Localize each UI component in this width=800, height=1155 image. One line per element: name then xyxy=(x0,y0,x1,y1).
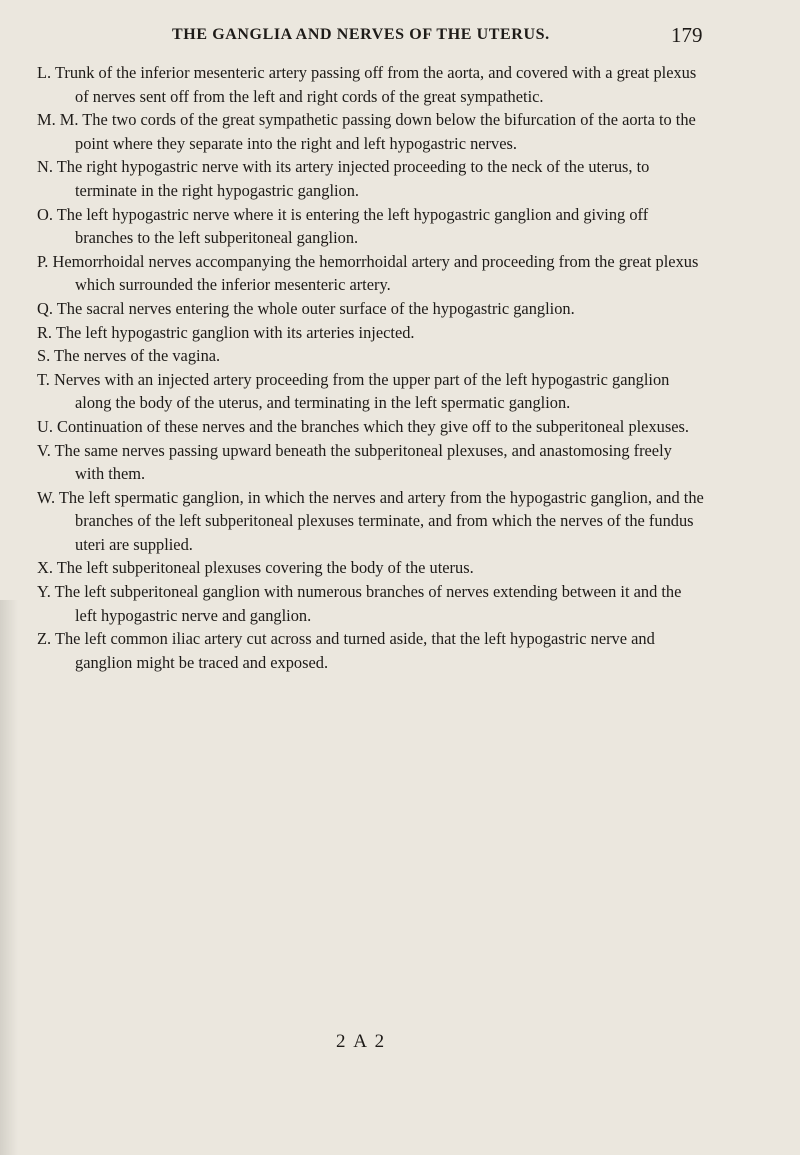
legend-text: The same nerves passing upward beneath the subperitoneal plexuses, and anastomosing freely with them. xyxy=(54,440,672,484)
legend-letter: R. xyxy=(37,322,53,342)
legend-letter: P. xyxy=(37,251,49,271)
legend-letter: O. xyxy=(37,204,53,224)
legend-item xyxy=(37,368,705,415)
legend-letter: W. xyxy=(37,487,56,507)
legend-item xyxy=(37,439,705,486)
legend-text: The left subperitoneal ganglion with numerous branches of nerves extending between it and the left hypogastric nerve and ganglion. xyxy=(54,582,682,625)
legend-text: The nerves of the vagina. xyxy=(54,346,221,366)
legend-item xyxy=(37,203,705,250)
legend-letter: Y. xyxy=(37,582,51,602)
legend-text: The left common iliac artery cut across and turned aside, that the left hypogastric nerve and ganglion might be traced and exposed. xyxy=(54,629,655,672)
legend-letter: L. xyxy=(37,63,52,82)
legend-text: Continuation of these nerves and the branches which they give off to the subperitoneal plexuses. xyxy=(57,416,689,436)
page-header xyxy=(0,18,800,48)
legend-item xyxy=(37,321,705,345)
legend-letter: V. xyxy=(37,440,51,460)
legend-item xyxy=(37,627,705,674)
running-head: THE GANGLIA AND NERVES OF THE UTERUS. xyxy=(172,26,550,43)
legend-letter: X. xyxy=(37,558,53,578)
legend-letter: T. xyxy=(37,369,50,389)
legend-item xyxy=(37,155,705,202)
legend-text: Hemorrhoidal nerves accompanying the hemorrhoidal artery and proceeding from the great plexus which surrounded the inferior mesenteric artery. xyxy=(52,251,699,295)
legend-text: The left spermatic ganglion, in which the nerves and artery from the hypogastric ganglion, and the branches of the left subperitoneal plexuses terminate, and from which the nerves of the fundus uteri are supplied. xyxy=(58,487,704,554)
legend-text: M. The two cords of the great sympathetic passing down below the bifurcation of the aorta to the point where they separate into the right and left hypogastric nerves. xyxy=(59,110,696,153)
legend-item xyxy=(37,580,705,627)
legend-text: The right hypogastric nerve with its artery injected proceeding to the neck of the uterus, to terminate in the right hypogastric ganglion. xyxy=(56,157,650,200)
printer-signature-mark: 2 A 2 xyxy=(336,1031,387,1052)
legend-letter: Q. xyxy=(37,298,53,318)
legend-letter: M. xyxy=(37,110,56,130)
legend-item xyxy=(37,344,705,368)
legend-item xyxy=(37,297,705,321)
page-number: 179 xyxy=(671,23,703,47)
legend-letter: S. xyxy=(37,346,51,366)
legend-item xyxy=(37,250,705,297)
legend-text: The left subperitoneal plexuses covering the body of the uterus. xyxy=(56,558,474,578)
legend-letter: U. xyxy=(37,416,53,436)
legend-text: The sacral nerves entering the whole outer surface of the hypogastric ganglion. xyxy=(56,298,575,318)
legend-text: The left hypogastric nerve where it is entering the left hypogastric ganglion and giving off branches to the left subperitoneal ganglion. xyxy=(56,204,649,248)
page-edge-shadow xyxy=(0,600,18,1155)
legend-item xyxy=(37,61,705,108)
legend-item xyxy=(37,108,705,155)
legend-letter: N. xyxy=(37,157,53,177)
figure-legend-list xyxy=(37,61,705,674)
legend-text: Trunk of the inferior mesenteric artery passing off from the aorta, and covered with a great plexus of nerves sent off from the left and right cords of the great sympathetic. xyxy=(54,63,697,106)
legend-item xyxy=(37,556,705,580)
legend-letter: Z. xyxy=(37,629,52,649)
legend-text: The left hypogastric ganglion with its arteries injected. xyxy=(55,322,415,342)
legend-text: Nerves with an injected artery proceeding from the upper part of the left hypogastric ganglion along the body of the uterus, and terminating in the left spermatic ganglion. xyxy=(54,369,670,413)
legend-item xyxy=(37,486,705,557)
legend-item xyxy=(37,415,705,439)
